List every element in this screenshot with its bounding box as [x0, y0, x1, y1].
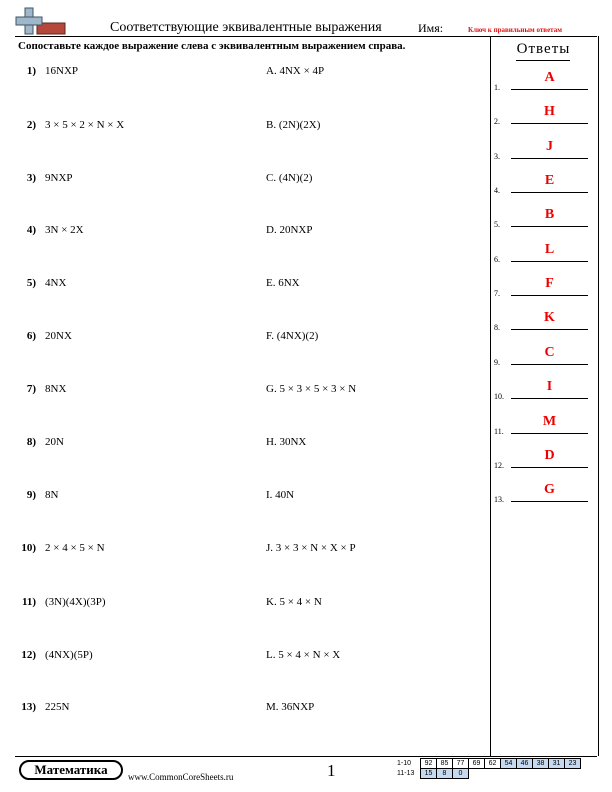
page-number: 1	[327, 761, 336, 780]
answer-number: 13.	[494, 495, 504, 504]
choice-item: F. (4NX)(2)	[266, 330, 319, 342]
problem-expression: 225N	[45, 701, 70, 713]
instructions: Сопоставьте каждое выражение слева с эквивалентным выражением справа.	[18, 40, 406, 52]
answers-title: Ответы	[516, 41, 571, 57]
answer-line	[511, 433, 588, 434]
answer-number: 9.	[494, 358, 500, 367]
problem-expression: 16NXP	[45, 65, 79, 77]
answer-value[interactable]: A	[544, 70, 555, 85]
answer-value[interactable]: D	[544, 448, 555, 463]
answer-value[interactable]: G	[544, 482, 555, 497]
footer-rule	[15, 756, 597, 757]
choice-item: G. 5 × 3 × 5 × 3 × N	[266, 383, 357, 395]
answer-line	[511, 89, 588, 90]
answer-line	[511, 364, 588, 365]
score-cell: 69	[469, 759, 485, 769]
answer-row	[494, 72, 594, 92]
problem-expression: (4NX)(5P)	[45, 649, 93, 661]
problem-number: 2)	[26, 119, 36, 131]
answer-line	[511, 226, 588, 227]
answer-key-label: Ключ к правильным ответам	[468, 26, 562, 34]
answer-value[interactable]: F	[545, 276, 554, 291]
score-cell: 54	[501, 759, 517, 769]
website-link[interactable]: www.CommonCoreSheets.ru	[128, 772, 234, 782]
answer-row	[494, 484, 594, 504]
score-row-label: 11-13	[397, 770, 415, 777]
score-cell: 23	[565, 759, 581, 769]
answer-value[interactable]: M	[542, 414, 557, 429]
problem-expression: 3N × 2X	[45, 224, 84, 236]
score-cell: 38	[533, 759, 549, 769]
choice-item: B. (2N)(2X)	[266, 119, 321, 131]
answer-row	[494, 347, 594, 367]
choice-item: E. 6NX	[266, 277, 300, 289]
score-cell: 85	[437, 759, 453, 769]
answer-value[interactable]: H	[544, 104, 555, 119]
problem-number: 7)	[26, 383, 36, 395]
answer-row	[494, 106, 594, 126]
answer-row	[494, 244, 594, 264]
choice-item: C. (4N)(2)	[266, 172, 313, 184]
score-cell: 46	[517, 759, 533, 769]
score-cell: 0	[453, 769, 469, 779]
answer-row	[494, 312, 594, 332]
problem-number: 5)	[26, 277, 36, 289]
problem-number: 3)	[26, 172, 36, 184]
name-label: Имя:	[418, 21, 444, 35]
page-title: Соответствующие эквивалентные выражения	[110, 20, 382, 35]
answer-value[interactable]: K	[544, 310, 555, 325]
answer-row	[494, 278, 594, 298]
answer-line	[511, 295, 588, 296]
answer-line	[511, 398, 588, 399]
answer-row	[494, 141, 594, 161]
problem-number: 8)	[26, 436, 36, 448]
problem-expression: 8N	[45, 489, 59, 501]
answer-number: 7.	[494, 289, 500, 298]
choice-item: J. 3 × 3 × N × X × P	[266, 542, 356, 554]
answer-value[interactable]: L	[544, 242, 555, 257]
problem-expression: 8NX	[45, 383, 67, 395]
answer-value[interactable]: E	[544, 173, 555, 188]
choice-item: K. 5 × 4 × N	[266, 596, 322, 608]
answer-row	[494, 175, 594, 195]
answers-title-underline	[516, 60, 570, 61]
score-row	[396, 769, 581, 779]
answer-number: 6.	[494, 255, 500, 264]
problem-number: 12)	[21, 649, 36, 661]
problem-expression: 2 × 4 × 5 × N	[45, 542, 105, 554]
problem-number: 11)	[21, 596, 36, 608]
answer-number: 3.	[494, 152, 500, 161]
problem-number: 9)	[26, 489, 36, 501]
choice-item: I. 40N	[266, 489, 295, 501]
problem-expression: 3 × 5 × 2 × N × X	[45, 119, 125, 131]
problem-expression: 9NXP	[45, 172, 73, 184]
answer-line	[511, 467, 588, 468]
choice-item: L. 5 × 4 × N × X	[266, 649, 341, 661]
answer-value[interactable]: I	[546, 379, 553, 394]
answer-number: 10.	[494, 392, 504, 401]
problem-expression: (3N)(4X)(3P)	[45, 596, 106, 608]
answer-value[interactable]: J	[546, 139, 553, 154]
score-row	[396, 759, 581, 769]
problem-expression: 20NX	[45, 330, 72, 342]
problem-number: 1)	[26, 65, 36, 77]
problem-number: 13)	[21, 701, 36, 713]
answer-line	[511, 501, 588, 502]
choice-item: D. 20NXP	[266, 224, 313, 236]
problem-number: 6)	[26, 330, 36, 342]
choice-item: H. 30NX	[266, 436, 307, 448]
score-cell: 31	[549, 759, 565, 769]
score-cell: 8	[437, 769, 453, 779]
problem-number: 10)	[21, 542, 36, 554]
answer-value[interactable]: B	[544, 207, 555, 222]
score-table	[396, 758, 581, 779]
answer-number: 8.	[494, 323, 500, 332]
brand-badge: Математика	[19, 760, 123, 780]
answer-number: 4.	[494, 186, 500, 195]
plus-logo-icon	[15, 5, 67, 37]
answer-number: 5.	[494, 220, 500, 229]
answer-line	[511, 158, 588, 159]
answer-row	[494, 416, 594, 436]
score-cell: 15	[421, 769, 437, 779]
problem-expression: 20N	[45, 436, 64, 448]
choice-item: M. 36NXP	[266, 701, 315, 713]
choice-item: A. 4NX × 4P	[266, 65, 325, 77]
answer-row	[494, 450, 594, 470]
score-row-label: 1-10	[397, 760, 412, 767]
answer-value[interactable]: C	[544, 345, 555, 360]
answer-line	[511, 329, 588, 330]
score-cell: 62	[485, 759, 501, 769]
answer-number: 12.	[494, 461, 504, 470]
answer-line	[511, 261, 588, 262]
answer-number: 2.	[494, 117, 500, 126]
answer-line	[511, 123, 588, 124]
answer-row	[494, 209, 594, 229]
problem-number: 4)	[26, 224, 36, 236]
answer-number: 11.	[494, 427, 504, 436]
answer-line	[511, 192, 588, 193]
score-cell: 77	[453, 759, 469, 769]
problem-expression: 4NX	[45, 277, 67, 289]
score-cell: 92	[421, 759, 437, 769]
answer-row	[494, 381, 594, 401]
answer-number: 1.	[494, 83, 500, 92]
